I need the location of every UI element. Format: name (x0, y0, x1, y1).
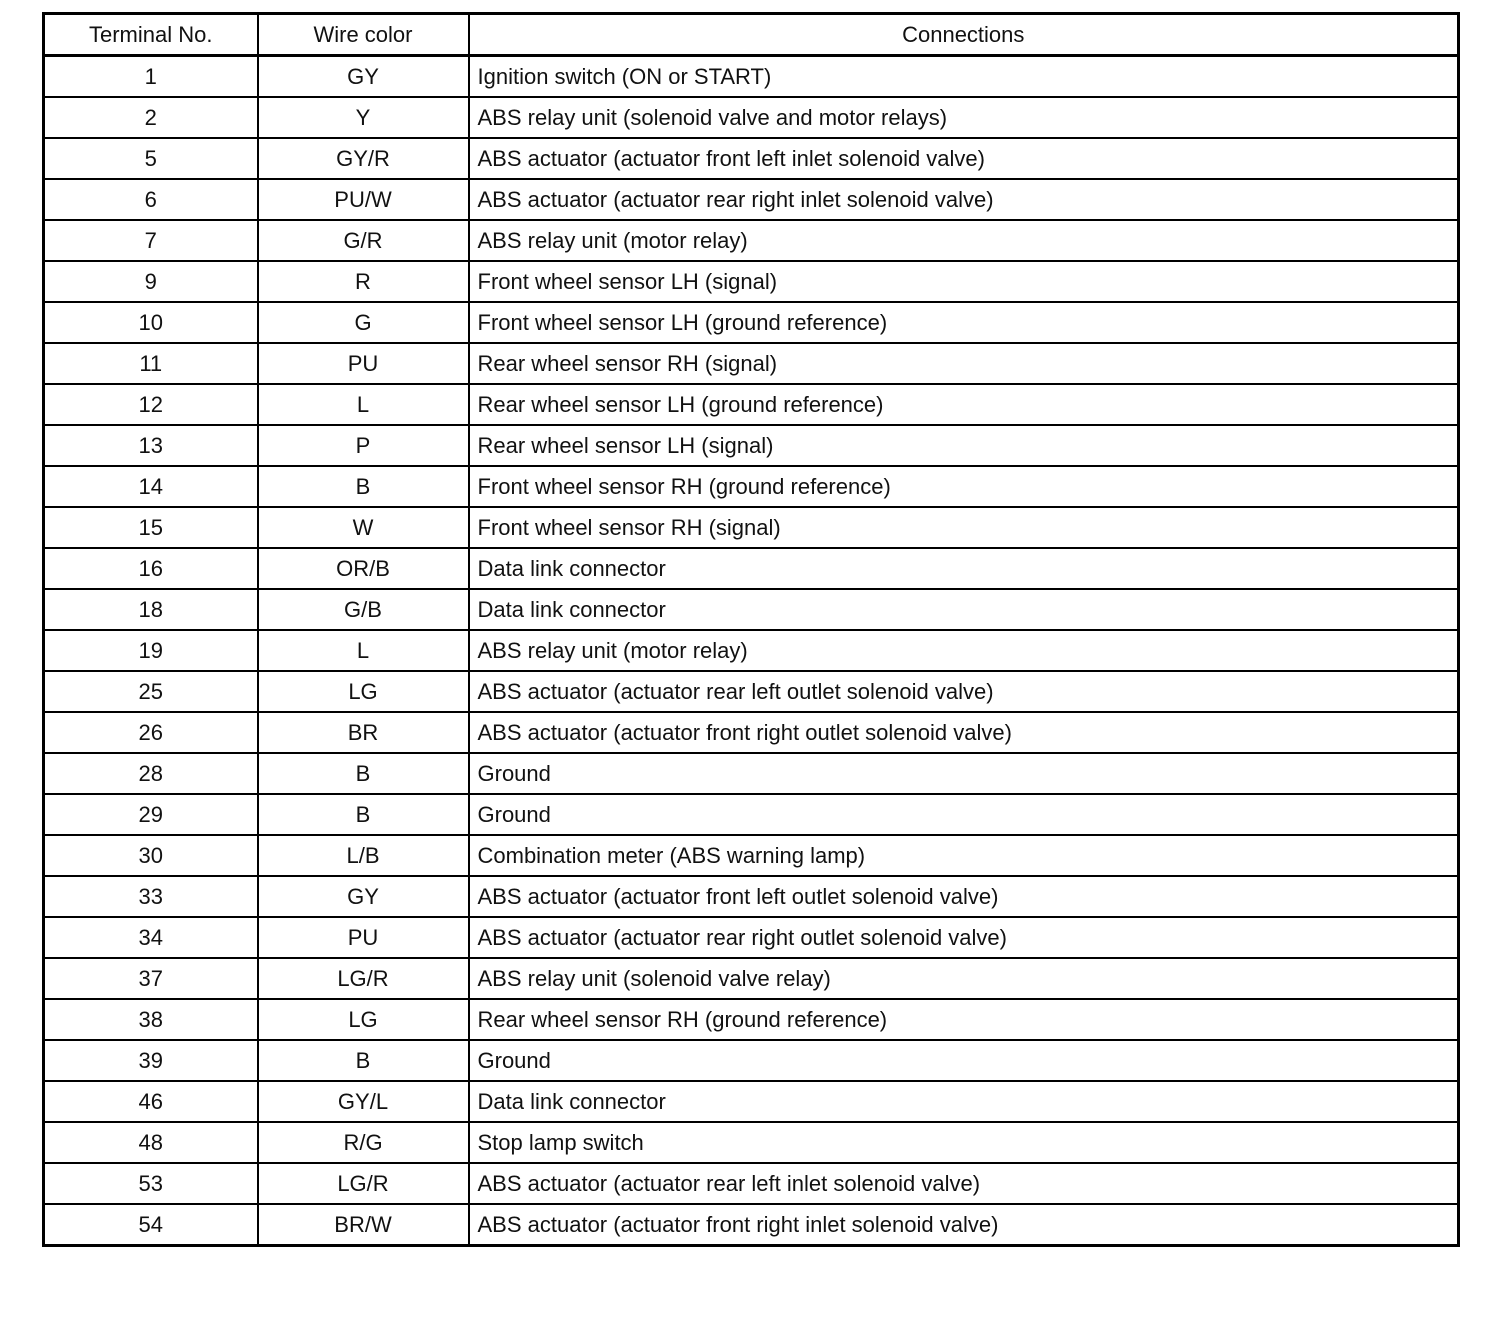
connection-cell: Combination meter (ABS warning lamp) (469, 835, 1459, 876)
table-row (44, 302, 1459, 343)
connection-cell: ABS actuator (actuator rear right outlet solenoid valve) (469, 917, 1459, 958)
wire-color-cell: PU (258, 343, 469, 384)
connection-cell: Front wheel sensor RH (signal) (469, 507, 1459, 548)
connection-cell: Data link connector (469, 548, 1459, 589)
connection-cell: ABS relay unit (solenoid valve and motor relays) (469, 97, 1459, 138)
terminal-number-cell: 30 (44, 835, 258, 876)
table-row (44, 507, 1459, 548)
connection-cell: ABS actuator (actuator rear right inlet solenoid valve) (469, 179, 1459, 220)
header-connections: Connections (469, 14, 1459, 56)
wire-color-cell: LG/R (258, 958, 469, 999)
header-wire-color: Wire color (258, 14, 469, 56)
wire-color-cell: G (258, 302, 469, 343)
terminal-number-cell: 18 (44, 589, 258, 630)
connection-cell: ABS relay unit (motor relay) (469, 630, 1459, 671)
connection-cell: Data link connector (469, 1081, 1459, 1122)
table-row (44, 671, 1459, 712)
wire-color-cell: G/R (258, 220, 469, 261)
terminal-number-cell: 9 (44, 261, 258, 302)
table-row (44, 56, 1459, 98)
table-row (44, 179, 1459, 220)
table-row (44, 425, 1459, 466)
wire-color-cell: LG/R (258, 1163, 469, 1204)
terminal-number-cell: 48 (44, 1122, 258, 1163)
wire-color-cell: GY (258, 56, 469, 98)
terminal-number-cell: 53 (44, 1163, 258, 1204)
wire-color-cell: GY (258, 876, 469, 917)
wire-color-cell: BR/W (258, 1204, 469, 1246)
terminal-number-cell: 16 (44, 548, 258, 589)
connection-cell: Rear wheel sensor LH (signal) (469, 425, 1459, 466)
wire-color-cell: LG (258, 999, 469, 1040)
table-row (44, 261, 1459, 302)
wire-color-cell: PU (258, 917, 469, 958)
terminal-number-cell: 33 (44, 876, 258, 917)
terminal-number-cell: 12 (44, 384, 258, 425)
terminal-number-cell: 46 (44, 1081, 258, 1122)
table-row (44, 630, 1459, 671)
wire-color-cell: B (258, 1040, 469, 1081)
terminal-number-cell: 11 (44, 343, 258, 384)
table-row (44, 712, 1459, 753)
connection-cell: Ignition switch (ON or START) (469, 56, 1459, 98)
table-row (44, 876, 1459, 917)
wire-color-cell: G/B (258, 589, 469, 630)
connection-cell: ABS actuator (actuator front right outlet solenoid valve) (469, 712, 1459, 753)
wire-color-cell: Y (258, 97, 469, 138)
connection-cell: ABS actuator (actuator front right inlet solenoid valve) (469, 1204, 1459, 1246)
connection-cell: Ground (469, 1040, 1459, 1081)
wire-color-cell: P (258, 425, 469, 466)
table-row (44, 1081, 1459, 1122)
terminal-number-cell: 5 (44, 138, 258, 179)
connection-cell: Ground (469, 794, 1459, 835)
terminal-number-cell: 25 (44, 671, 258, 712)
connection-cell: ABS actuator (actuator front left outlet solenoid valve) (469, 876, 1459, 917)
table-row (44, 138, 1459, 179)
table-row (44, 753, 1459, 794)
table-row (44, 589, 1459, 630)
connection-cell: Front wheel sensor LH (signal) (469, 261, 1459, 302)
terminal-number-cell: 7 (44, 220, 258, 261)
wire-color-cell: R/G (258, 1122, 469, 1163)
wire-color-cell: B (258, 753, 469, 794)
terminal-number-cell: 1 (44, 56, 258, 98)
connection-cell: Rear wheel sensor RH (ground reference) (469, 999, 1459, 1040)
terminal-number-cell: 10 (44, 302, 258, 343)
table-row (44, 1040, 1459, 1081)
terminal-table-container (42, 12, 1460, 1247)
terminal-number-cell: 19 (44, 630, 258, 671)
terminal-number-cell: 26 (44, 712, 258, 753)
connection-cell: ABS actuator (actuator front left inlet solenoid valve) (469, 138, 1459, 179)
terminal-number-cell: 14 (44, 466, 258, 507)
table-row (44, 1163, 1459, 1204)
wire-color-cell: GY/R (258, 138, 469, 179)
table-row (44, 384, 1459, 425)
terminal-number-cell: 13 (44, 425, 258, 466)
wire-color-cell: BR (258, 712, 469, 753)
table-row (44, 1122, 1459, 1163)
table-row (44, 958, 1459, 999)
terminal-connections-table (42, 12, 1460, 1247)
connection-cell: Data link connector (469, 589, 1459, 630)
wire-color-cell: GY/L (258, 1081, 469, 1122)
connection-cell: Front wheel sensor LH (ground reference) (469, 302, 1459, 343)
table-row (44, 1204, 1459, 1246)
table-row (44, 548, 1459, 589)
wire-color-cell: W (258, 507, 469, 548)
table-row (44, 835, 1459, 876)
connection-cell: ABS relay unit (motor relay) (469, 220, 1459, 261)
table-body (44, 56, 1459, 1246)
wire-color-cell: OR/B (258, 548, 469, 589)
table-row (44, 917, 1459, 958)
table-row (44, 343, 1459, 384)
terminal-number-cell: 38 (44, 999, 258, 1040)
terminal-number-cell: 34 (44, 917, 258, 958)
connection-cell: ABS actuator (actuator rear left inlet solenoid valve) (469, 1163, 1459, 1204)
terminal-number-cell: 37 (44, 958, 258, 999)
terminal-number-cell: 15 (44, 507, 258, 548)
wire-color-cell: L (258, 384, 469, 425)
wire-color-cell: B (258, 466, 469, 507)
table-row (44, 220, 1459, 261)
table-row (44, 97, 1459, 138)
connection-cell: Rear wheel sensor LH (ground reference) (469, 384, 1459, 425)
wire-color-cell: B (258, 794, 469, 835)
connection-cell: ABS relay unit (solenoid valve relay) (469, 958, 1459, 999)
connection-cell: Ground (469, 753, 1459, 794)
wire-color-cell: L/B (258, 835, 469, 876)
terminal-number-cell: 28 (44, 753, 258, 794)
table-row (44, 999, 1459, 1040)
table-row (44, 466, 1459, 507)
wire-color-cell: LG (258, 671, 469, 712)
connection-cell: Front wheel sensor RH (ground reference) (469, 466, 1459, 507)
terminal-number-cell: 39 (44, 1040, 258, 1081)
terminal-number-cell: 6 (44, 179, 258, 220)
connection-cell: ABS actuator (actuator rear left outlet solenoid valve) (469, 671, 1459, 712)
terminal-number-cell: 54 (44, 1204, 258, 1246)
connection-cell: Stop lamp switch (469, 1122, 1459, 1163)
terminal-number-cell: 29 (44, 794, 258, 835)
wire-color-cell: PU/W (258, 179, 469, 220)
wire-color-cell: L (258, 630, 469, 671)
table-row (44, 794, 1459, 835)
terminal-number-cell: 2 (44, 97, 258, 138)
header-terminal-no: Terminal No. (44, 14, 258, 56)
connection-cell: Rear wheel sensor RH (signal) (469, 343, 1459, 384)
header-row (44, 14, 1459, 56)
wire-color-cell: R (258, 261, 469, 302)
table-header (44, 14, 1459, 56)
